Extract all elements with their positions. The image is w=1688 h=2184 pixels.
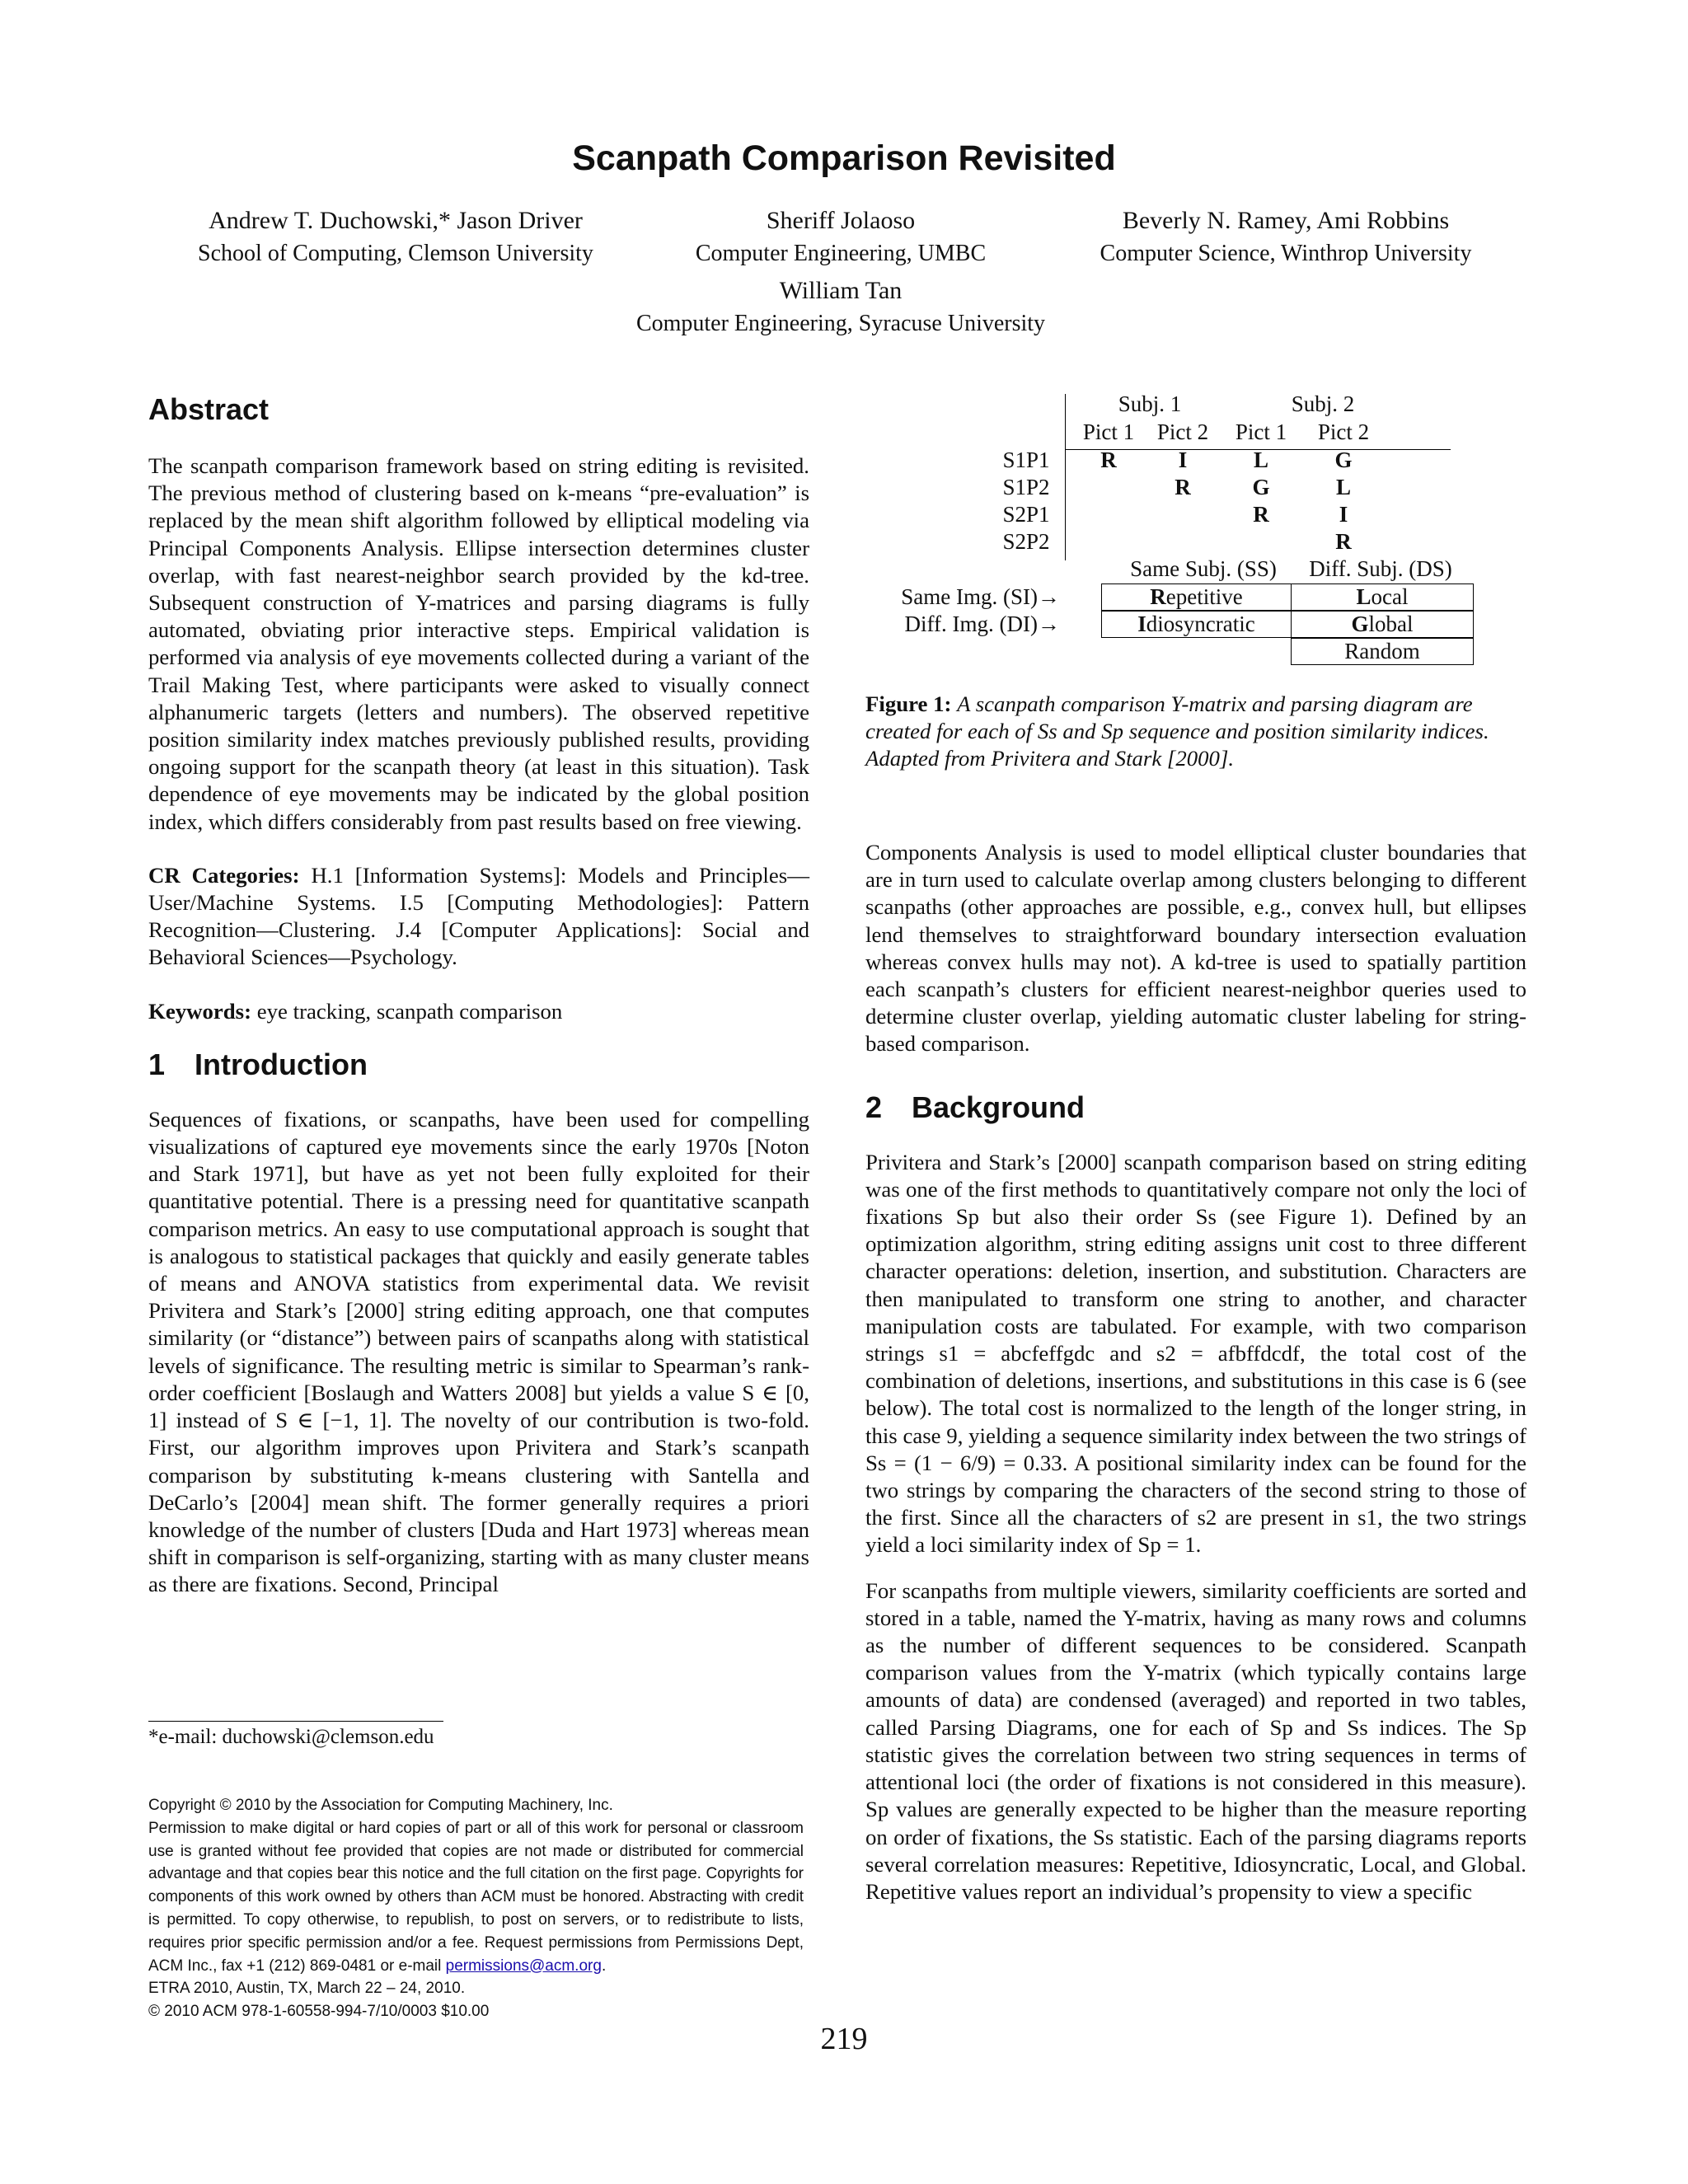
- matrix-row-label: S2P2: [1002, 529, 1050, 554]
- conference-venue: ETRA 2010, Austin, TX, March 22 – 24, 2010.: [148, 1980, 466, 1998]
- cr-categories: [148, 862, 809, 972]
- matrix-cell: R: [1175, 475, 1191, 499]
- figure-caption: [865, 691, 1526, 772]
- picture-header: Pict 2: [1156, 419, 1209, 444]
- author-affiliation: Computer Science, Winthrop University: [1100, 241, 1472, 266]
- author-names: Beverly N. Ramey, Ami Robbins: [1122, 207, 1450, 234]
- parsing-cell-global: [1291, 611, 1474, 638]
- caption-text: A scanpath comparison Y-matrix and parsing diagram are created for each of Ss and Sp sequence and position similarity indices. Adapted from Privitera and Stark [2000].: [865, 691, 1489, 771]
- author-block-3: [1055, 204, 1517, 270]
- parsing-row-label: Diff. Img. (DI)→: [904, 612, 1060, 636]
- parsing-cell-local: [1291, 583, 1474, 611]
- parsing-cell-random: Random: [1291, 638, 1474, 665]
- copyright-line: Copyright © 2010 by the Association for Computing Machinery, Inc.: [148, 1797, 613, 1814]
- section-heading-introduction: [148, 1047, 809, 1083]
- introduction-text: Sequences of fixations, or scanpaths, have been used for compelling visualizations of captured eye movements since the early 1970s [Noton and Stark 1971], but have as yet not been fully exploited for their quantitative potential. There is a pressing need for quantitative scanpath comparison metrics. An easy to use computational approach is sought that is analogous to statistical packages that quickly and easily generate tables of means and ANOVA statistics from experimental data. We revisit Privitera and Stark’s [2000] string editing approach, one that computes similarity (or “distance”) between pairs of scanpaths along with statistical levels of significance. The resulting metric is similar to Spearman’s rank-order coefficient [Boslaugh and Watters 2008] but yields a value S ∈ [0, 1] instead of S ∈ [−1, 1]. The novelty of our contribution is two-fold. First, our algorithm improves upon Privitera and Stark’s scanpath comparison by substituting k-means clustering with Santella and DeCarlo’s [2004] mean shift. The former generally requires a priori knowledge of the number of clusters [Duda and Hart 1973] whereas mean shift in comparison is self-organizing, starting with as many cluster means as there are fixations. Second, Principal: [148, 1106, 809, 1597]
- abstract-heading: Abstract: [148, 392, 270, 426]
- cell-initial: I: [1137, 612, 1146, 636]
- cell-initial: G: [1351, 612, 1369, 636]
- matrix-cell: I: [1178, 448, 1188, 472]
- section-number: 1: [148, 1047, 166, 1081]
- cell-rest: lobal: [1368, 612, 1414, 636]
- caption-label: Figure 1:: [865, 691, 952, 716]
- isbn-line: © 2010 ACM 978-1-60558-994-7/10/0003 $10.00: [148, 2003, 490, 2021]
- cr-categories-label: CR Categories:: [148, 862, 300, 888]
- cell-rest: diosyncratic: [1146, 612, 1255, 636]
- matrix-cell: L: [1335, 475, 1351, 499]
- cell-rest: epetitive: [1165, 584, 1243, 609]
- author-names: Sheriff Jolaoso: [766, 207, 916, 234]
- author-names: William Tan: [779, 277, 903, 304]
- matrix-cell: R: [1100, 448, 1117, 472]
- cell-rest: ocal: [1371, 584, 1409, 609]
- matrix-cell: L: [1253, 448, 1268, 472]
- matrix-cell: I: [1339, 502, 1348, 527]
- matrix-cell: G: [1334, 448, 1353, 472]
- section-title: Background: [912, 1090, 1085, 1124]
- right-column: [865, 839, 1526, 1905]
- author-block-4: [511, 274, 1170, 340]
- picture-header: Pict 2: [1317, 419, 1370, 444]
- author-affiliation: Computer Engineering, UMBC: [695, 241, 987, 266]
- section-title: Introduction: [195, 1047, 368, 1081]
- matrix-cell: R: [1335, 529, 1352, 554]
- author-block-1: [148, 204, 643, 270]
- parsing-cell-idiosyncratic: [1101, 611, 1292, 638]
- author-block-2: [635, 204, 1047, 270]
- background-paragraph-2: For scanpaths from multiple viewers, similarity coefficients are sorted and stored in a table, named the Y-matrix, having as many rows and columns as the number of different sequences to be considered. Scanpath comparison values from the Y-matrix (which typically contains large amounts of data) are condensed (averaged) and reported in two tables, called Parsing Diagrams, one for each of Sp and Ss indices. The Sp statistic gives the correlation between two string sequences in terms of attentional loci (the order of fixations is not considered in this measure). Sp values are generally expected to be higher than the measure reporting on order of fixations, the Ss statistic. Each of the parsing diagrams reports several correlation measures: Repetitive, Idiosyncratic, Local, and Global. Repetitive values report an individual’s propensity to view a specific: [865, 1577, 1526, 1904]
- matrix-vertical-rule: [1065, 394, 1066, 560]
- figure-1: [865, 387, 1541, 676]
- subject-header: Subj. 1: [1118, 391, 1182, 416]
- permissions-email-link[interactable]: permissions@acm.org: [445, 1957, 602, 1975]
- matrix-row-label: S1P2: [1002, 475, 1050, 499]
- section-heading-background: [865, 1090, 1526, 1126]
- cell-initial: R: [1150, 584, 1166, 609]
- parsing-cell-repetitive: [1101, 583, 1292, 611]
- keywords-text: eye tracking, scanpath comparison: [256, 998, 563, 1024]
- left-column: [148, 391, 809, 1599]
- picture-header: Pict 1: [1235, 419, 1287, 444]
- footnote-email: *e-mail: duchowski@clemson.edu: [148, 1726, 434, 1748]
- page-number: 219: [820, 2022, 868, 2056]
- matrix-cell: R: [1253, 502, 1269, 527]
- keywords: [148, 998, 809, 1025]
- keywords-label: Keywords:: [148, 998, 252, 1024]
- copyright-permission-text: Permission to make digital or hard copies of part or all of this work for personal or classroom use is granted without fee provided that copies are not made or distributed for commercial advantage and that copies bear this notice and the full citation on the first page. Copyrights for components of this work owned by others than ACM must be honored. Abstracting with credit is permitted. To copy otherwise, to republish, to post on servers, or to redistribute to lists, requires prior specific permission and/or a fee. Request permissions from Permissions Dept, ACM Inc., fax +1 (212) 869-0481 or e-mail: [148, 1819, 804, 1975]
- matrix-row-label: S1P1: [1002, 448, 1050, 472]
- continuation-text: Components Analysis is used to model elliptical cluster boundaries that are in turn used to calculate overlap among clusters belonging to different scanpaths (other approaches are possible, e.g., convex hull, but ellipses lend themselves to straightforward boundary intersection evaluation whereas convex hulls may not). A kd-tree is used to spatially partition each scanpath’s clusters for efficient nearest-neighbor queries used to determine cluster overlap, yielding automatic cluster labeling for string-based comparison.: [865, 840, 1526, 1057]
- matrix-row-label: S2P1: [1002, 502, 1050, 527]
- parsing-header: Diff. Subj. (DS): [1309, 556, 1452, 581]
- copyright-block: [148, 1794, 804, 2023]
- cr-categories-text: H.1 [Information Systems]: Models and Principles—User/Machine Systems. I.5 [Computing Methodologies]: Pattern Recognition—Clustering. J.4 [Computer Applications]: Social and Behavioral Sciences—Psychology.: [148, 862, 809, 970]
- copyright-permission: Permission to make digital or hard copies of part or all of this work for personal or classroom use is granted without fee provided that copies are not made or distributed for commercial advantage and that copies bear this notice and the full citation on the first page. Copyrights for components of this work owned by others than ACM must be honored. Abstracting with credit is permitted. To copy otherwise, to republish, to post on servers, or to redistribute to lists, requires prior specific permission and/or a fee. Request permissions from Permissions Dept, ACM Inc., fax +1 (212) 869-0481 or e-mail permissions@acm.org.: [148, 1819, 804, 1975]
- section-number: 2: [865, 1090, 883, 1124]
- matrix-cell: G: [1252, 475, 1270, 499]
- parsing-row-label: Same Img. (SI)→: [901, 584, 1060, 609]
- background-paragraph-1: Privitera and Stark’s [2000] scanpath comparison based on string editing was one of the first methods to quantitatively compare not only the loci of fixations Sp but also their order Ss (see Figure 1). Defined by an optimization algorithm, string editing assigns unit cost to three different character operations: deletion, insertion, and substitution. Characters are then manipulated to transform one string to another, and character manipulation costs are tabulated. For example, with two comparison strings s1 = abcfeffgdc and s2 = afbffdcdf, the total cost of the combination of deletions, insertions, and substitutions in this case is 6 (see below). The total cost is normalized to the length of the longer string, in this case 9, yielding a sequence similarity index between the two strings of Ss = (1 − 6/9) = 0.33. A positional similarity index can be found for the two strings by comparing the characters of the second string to those of the first. Since all the characters of s2 are present in s1, the two strings yield a loci similarity index of Sp = 1.: [865, 1149, 1526, 1558]
- footnote-rule: [148, 1721, 443, 1722]
- author-names: Andrew T. Duchowski,* Jason Driver: [209, 207, 583, 234]
- abstract-text: The scanpath comparison framework based on string editing is revisited. The previous method of clustering based on k-means “pre-evaluation” is replaced by the mean shift algorithm followed by elliptical modeling via Principal Components Analysis. Ellipse intersection determines cluster overlap, with fast nearest-neighbor search provided by the kd-tree. Subsequent construction of Y-matrices and parsing diagrams is fully automated, obviating prior interactive steps. Empirical validation is performed via analysis of eye movements collected during a variant of the Trail Making Test, where participants were asked to visually connect alphanumeric targets (letters and numbers). The observed repetitive position similarity index matches previously published results, providing ongoing support for the scanpath theory (at least in this situation). Task dependence of eye movements may be indicated by the global position index, which differs considerably from past results based on free viewing.: [148, 453, 809, 834]
- author-affiliation: School of Computing, Clemson University: [198, 241, 593, 266]
- subject-header: Subj. 2: [1291, 391, 1355, 416]
- paper-title: Scanpath Comparison Revisited: [572, 138, 1116, 178]
- picture-header: Pict 1: [1082, 419, 1135, 444]
- parsing-header: Same Subj. (SS): [1130, 556, 1277, 581]
- cell-initial: L: [1356, 584, 1372, 609]
- author-affiliation: Computer Engineering, Syracuse University: [635, 311, 1046, 336]
